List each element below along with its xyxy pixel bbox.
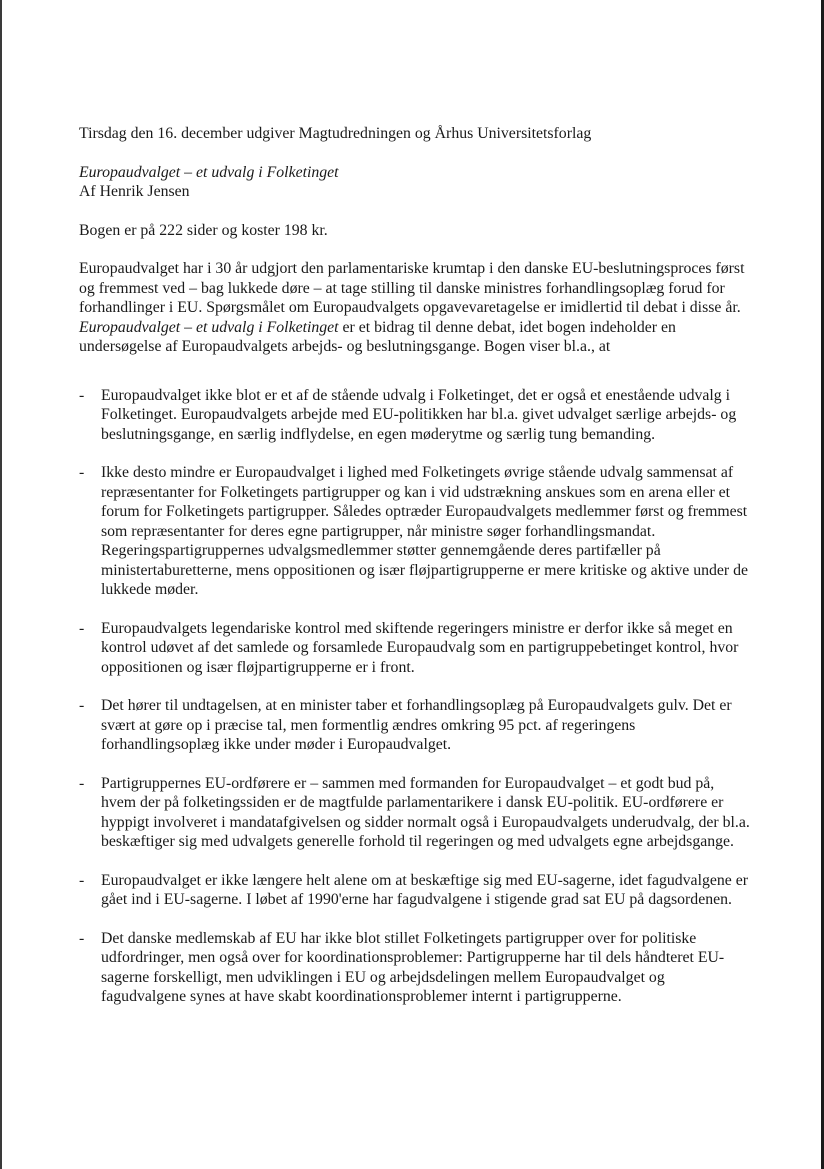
bullet-dash: - [79,929,85,947]
finding-text: Europaudvalget ikke blot er et af de stående udvalg i Folketinget, det er også et enestående udvalg i Folketinget. Europaudvalgets arbejde med EU-politikken har bl.a. givet udvalget særlige arbejds- og beslutningsgange, en særlig indflydelse, en egen møderytme og særlig tung bemanding. [101,386,737,443]
finding-text: Ikke desto mindre er Europaudvalget i lighed med Folketingets øvrige stående udvalg sammensat af repræsentanter for Folketingets partigrupper og kan i vid udstrækning anskues som en arena eller et forum for Folketingets partigrupper. Således optræder Europaudvalgets medlemmer først og fremmest som repræsentanter for deres egne partigrupper, når ministre søger forhandlingsmandat. Regeringspartigruppernes udvalgsmedlemmer støtter gennemgående deres partifæller på ministertaburetterne, mens oppositionen og især fløjpartigrupperne er mere kritiske og aktive under de lukkede møder. [101,464,749,598]
intro-paragraph [79,259,751,357]
finding-text: Partigruppernes EU-ordførere er – sammen med formanden for Europaudvalget – et godt bud på, hvem der på folketingssiden er de magtfulde parlamentarikere i dansk EU-politik. EU-ordførere er hyppigt involveret i mandatafgivelsen og sidder normalt også i Europaudvalgets underudvalg, der bl.a. beskæftiger sig med udvalgets generelle forhold til regeringen og med udvalgets egne arbejdsgange. [101,774,750,850]
scan-edge-left [0,0,2,1169]
finding-item [79,386,751,445]
finding-text: Europaudvalget er ikke længere helt alene om at beskæftige sig med EU-sagerne, idet fagudvalgene er gået ind i EU-sagerne. I løbet af 1990'erne har fagudvalgene i stigende grad sat EU på dagsordenen. [101,871,748,908]
intro-text-part2: er et bidrag til denne debat, idet bogen indeholder en undersøgelse af Europaudvalgets arbejds- og beslutningsgange. Bogen viser bl.a., at [79,318,676,355]
announcement: Tirsdag den 16. december udgiver Magtudredningen og Århus Universitetsforlag [79,125,592,142]
finding-text: Det danske medlemskab af EU har ikke blot stillet Folketingets partigrupper over for politiske udfordringer, men også over for koordinationsproblemer: Partigrupperne har til dels håndteret EU-sagerne forskelligt, men udviklingen i EU og arbejdsdelingen mellem Europaudvalget og fagudvalgene synes at have skabt koordinationsproblemer internt i partigrupperne. [101,929,725,1005]
finding-item [79,619,751,678]
document-body [79,124,751,1026]
book-author: Af Henrik Jensen [79,183,190,200]
book-title: Europaudvalget – et udvalg i Folketinget [79,163,339,181]
bullet-dash: - [79,619,85,637]
finding-item [79,929,751,1007]
finding-item [79,871,751,910]
finding-item [79,774,751,852]
finding-text: Det hører til undtagelsen, at en minister taber et forhandlingsoplæg på Europaudvalgets gulv. Det er svært at gøre op i præcise tal, men formentlig ændres omkring 95 pct. af regeringens forhandlingsoplæg ikke under møder i Europaudvalget. [101,697,732,753]
findings-list [79,386,751,1007]
bullet-dash: - [79,697,85,714]
bullet-dash: - [79,871,85,889]
finding-item [79,696,751,755]
finding-item [79,463,751,600]
intro-book-title: Europaudvalget – et udvalg i Folketinget [79,318,339,336]
bullet-dash: - [79,386,85,404]
finding-text: Europaudvalgets legendariske kontrol med skiftende regeringers ministre er derfor ikke så meget en kontrol udøvet af det samlede og forsamlede Europaudvalg som en partigruppebetinget kontrol, hvor oppositionen og især fløjpartigrupperne er i front. [101,619,739,676]
bullet-dash: - [79,774,85,792]
bullet-dash: - [79,464,85,481]
book-price-line: Bogen er på 222 sider og koster 198 kr. [79,221,328,239]
intro-text-part1: Europaudvalget har i 30 år udgjort den parlamentariske krumtap i den danske EU-beslutningsproces først og fremmest ved – bag lukkede døre – at tage stilling til danske ministres forhandlingsoplæg forud for forhandlinger i EU. Spørgsmålet om Europaudvalgets opgavevaretagelse er imidlertid til debat i disse år. [79,260,745,316]
